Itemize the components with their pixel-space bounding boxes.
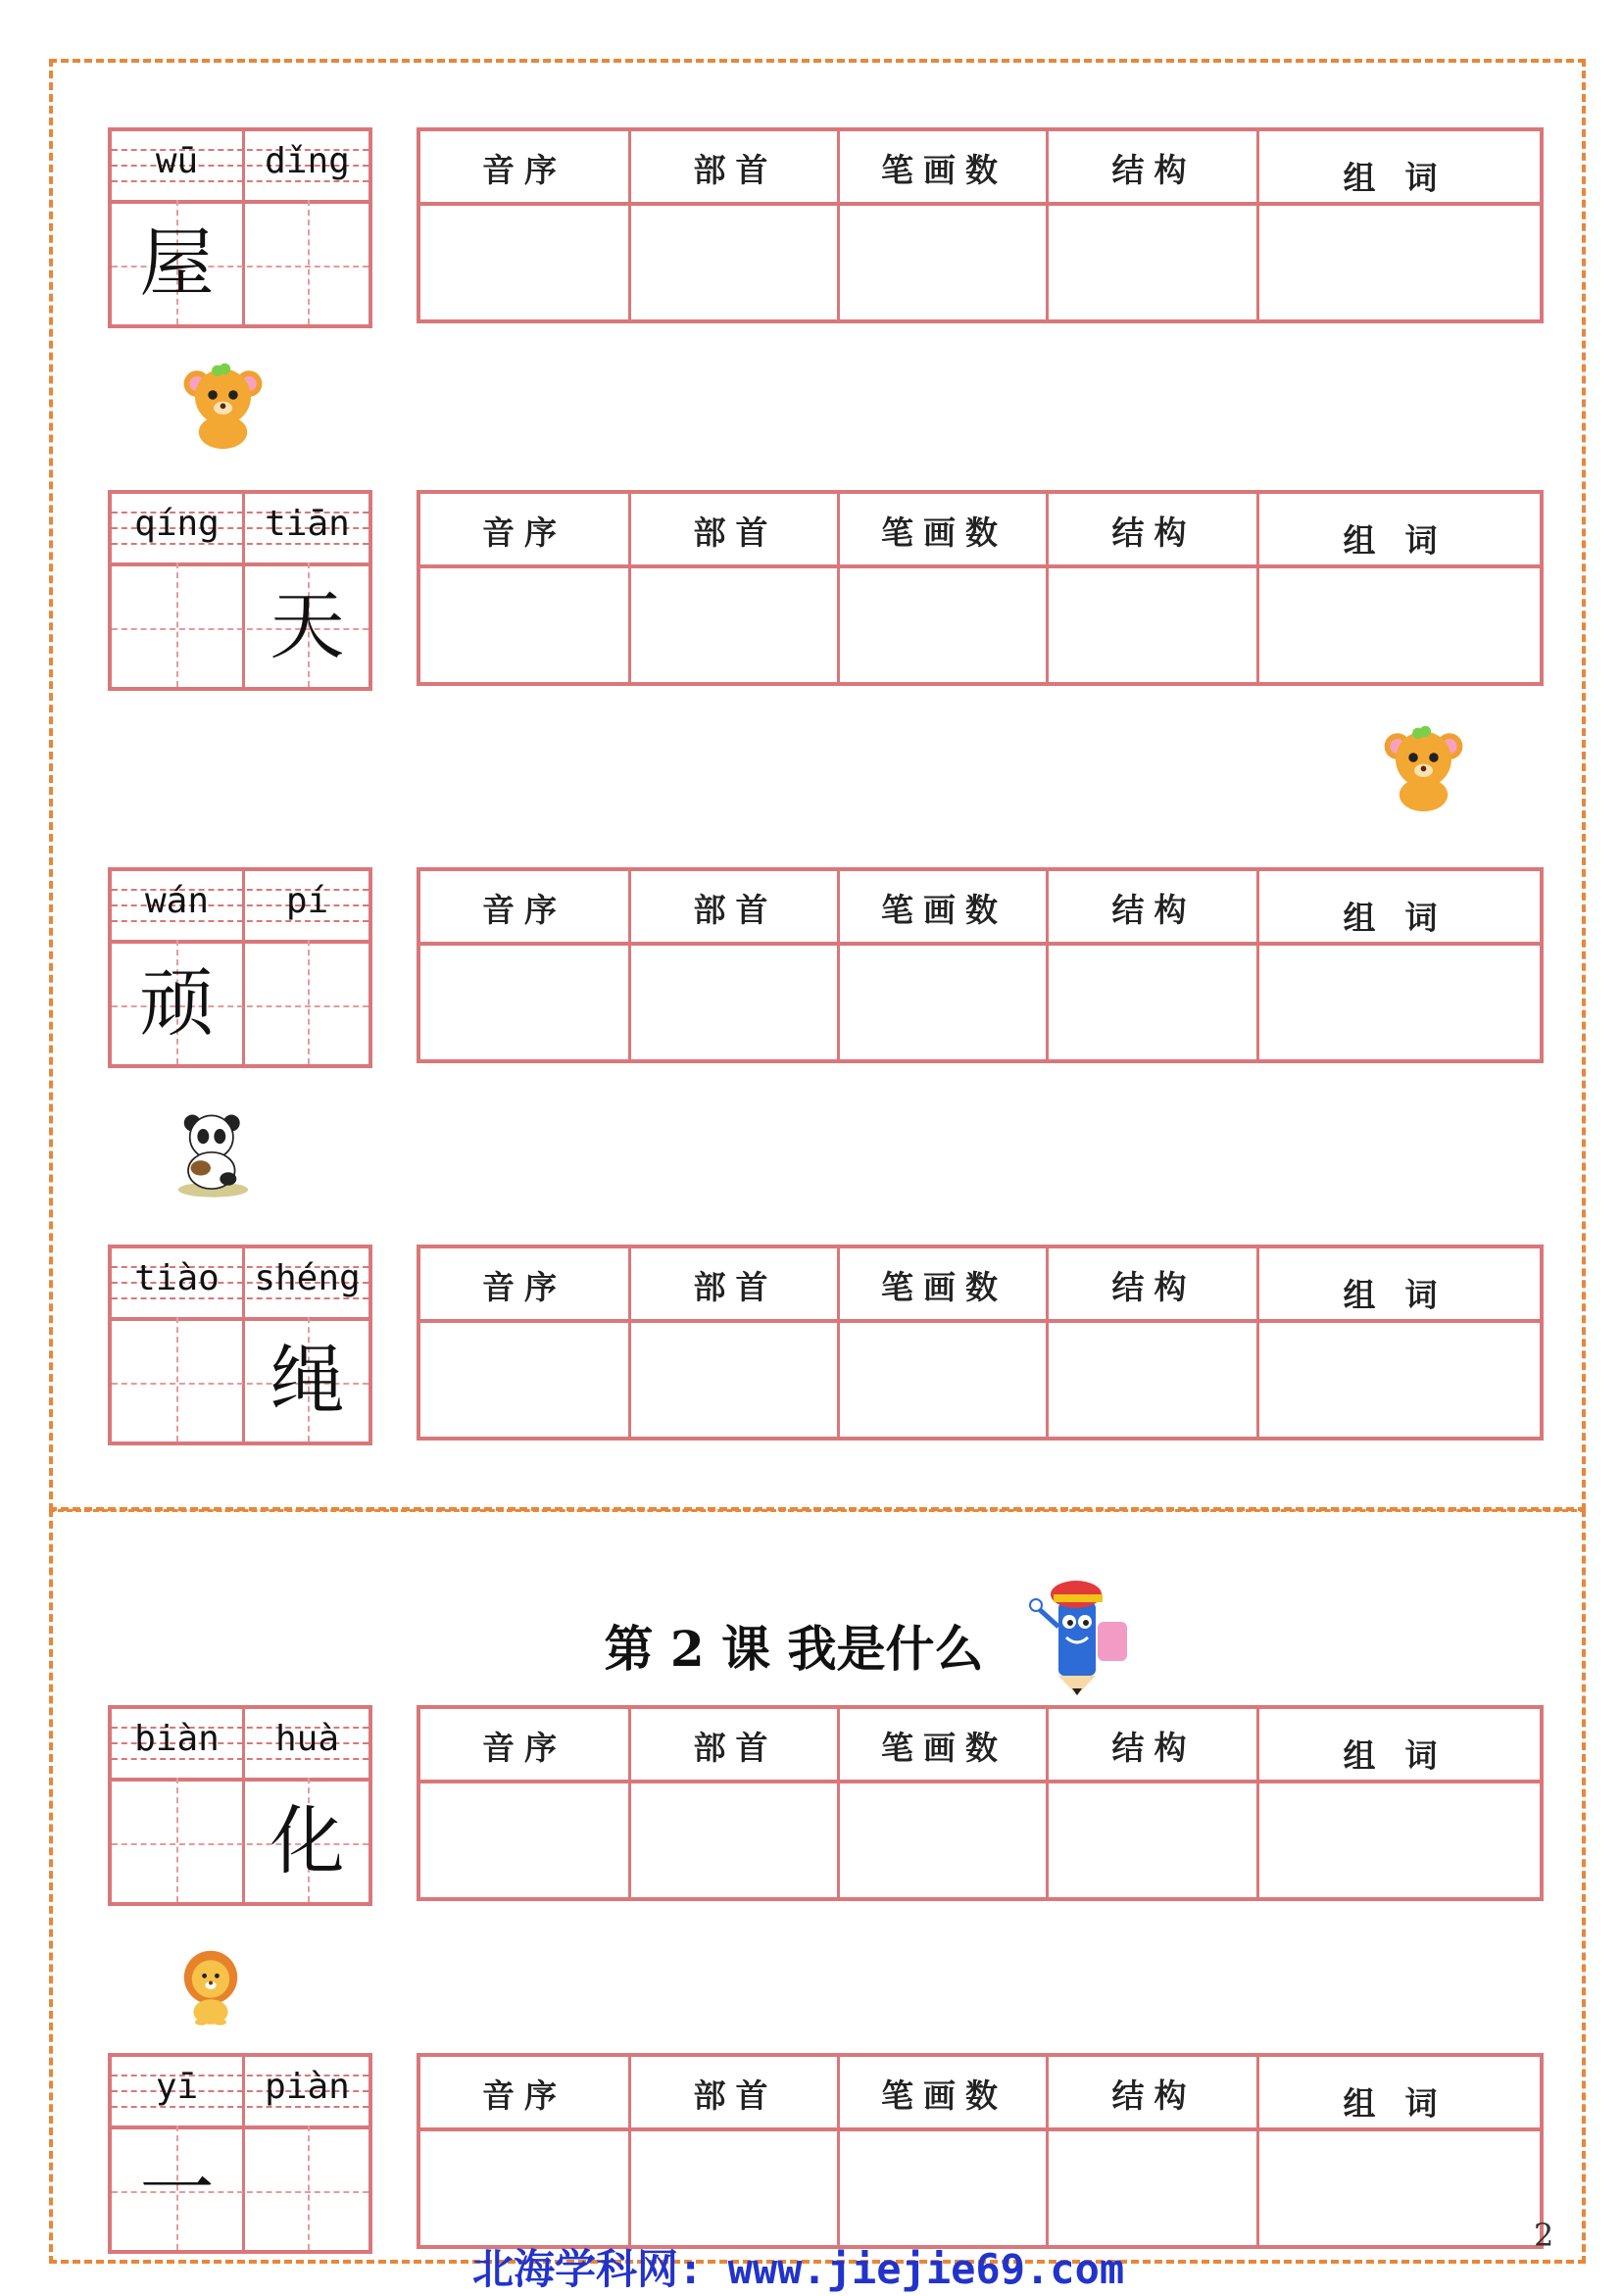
column-header: 结构 [1111,2076,1197,2115]
pinyin-syllable: yī [155,2067,199,2107]
column-header: 组词 [1343,521,1467,560]
table-column [628,131,840,319]
column-header: 部首 [693,1729,778,1767]
character-entry [108,1245,1544,1445]
column-header: 结构 [1111,1729,1197,1767]
table-column [628,494,840,682]
tianzige-box [108,490,372,691]
pinyin-syllable: pí [285,881,329,921]
bear-icon [1377,720,1470,813]
tianzige-box [108,1705,372,1906]
table-column [1046,871,1259,1059]
character-entry [108,127,1544,328]
answer-cell[interactable] [1259,946,1550,1059]
answer-cell[interactable] [840,206,1049,319]
column-header: 音序 [482,1729,566,1767]
column-header: 组词 [1343,2084,1467,2123]
hanzi-character: 天 [270,582,345,669]
character-entry [108,2053,1544,2254]
table-column [1046,2057,1259,2245]
column-header: 部首 [693,513,778,552]
hanzi-character: 顽 [139,959,215,1047]
answer-cell[interactable] [631,206,840,319]
table-column [1256,2057,1550,2245]
column-header: 组词 [1343,1276,1467,1314]
answer-cell[interactable] [840,1783,1049,1897]
pinyin-syllable: wán [144,881,210,921]
answer-cell[interactable] [420,946,628,1059]
table-column [420,871,628,1059]
hanzi-character: 屋 [139,220,215,307]
answer-cell[interactable] [420,568,628,682]
table-column [628,871,840,1059]
answer-cell[interactable] [1259,1783,1550,1897]
column-header: 音序 [482,2076,566,2115]
answer-cell[interactable] [840,568,1049,682]
column-header: 音序 [482,891,566,929]
character-entry [108,1705,1544,1906]
table-column [837,131,1049,319]
answer-cell[interactable] [1259,206,1550,319]
pinyin-syllable: shéng [254,1258,361,1298]
column-header: 组词 [1343,1736,1467,1775]
table-column [837,494,1049,682]
answer-cell[interactable] [1049,568,1259,682]
table-column [1256,871,1550,1059]
answer-cell[interactable] [1049,1323,1259,1437]
column-header: 音序 [482,513,566,552]
answer-cell[interactable] [631,946,840,1059]
answer-cell[interactable] [1259,568,1550,682]
column-header: 笔画数 [881,513,1007,552]
table-column [1046,131,1259,319]
answer-cell[interactable] [420,206,628,319]
column-header: 笔画数 [881,1729,1007,1767]
pinyin-syllable: huà [274,1719,340,1759]
character-entry [108,490,1544,691]
table-column [420,131,628,319]
tianzige-box [108,867,372,1068]
tianzige-box [108,127,372,328]
pinyin-syllable: biàn [134,1719,220,1759]
table-column [420,494,628,682]
analysis-table [417,867,1544,1063]
column-header: 音序 [482,1268,566,1306]
panda-icon [172,1107,255,1200]
table-column [1046,1248,1259,1437]
hanzi-character: 一 [139,2145,215,2232]
answer-cell[interactable] [631,2131,840,2245]
answer-cell[interactable] [631,1323,840,1437]
table-column [420,1709,628,1897]
answer-cell[interactable] [631,568,840,682]
analysis-table [417,1705,1544,1901]
table-column [628,1709,840,1897]
table-column [837,1709,1049,1897]
column-header: 部首 [693,1268,778,1306]
pencil-mascot-icon [1029,1573,1147,1695]
column-header: 组词 [1343,899,1467,937]
footer-website: 北海学科网: www.jiejie69.com [472,2245,1125,2293]
lesson-title: 第 2 课 我是什么 [604,1620,984,1678]
pinyin-syllable: tiān [265,504,350,544]
column-header: 组词 [1343,159,1467,197]
column-header: 结构 [1111,513,1197,552]
analysis-table [417,1245,1544,1441]
analysis-table [417,127,1544,323]
table-column [420,1248,628,1437]
answer-cell[interactable] [1259,2131,1550,2245]
column-header: 笔画数 [881,891,1007,929]
page-number: 2 [1534,2217,1554,2254]
answer-cell[interactable] [1259,1323,1550,1437]
column-header: 部首 [693,2076,778,2115]
tianzige-box [108,2053,372,2254]
table-column [1256,131,1550,319]
table-column [1256,1709,1550,1897]
pinyin-syllable: dǐng [265,141,350,181]
answer-cell[interactable] [631,1783,840,1897]
column-header: 音序 [482,151,566,189]
column-header: 结构 [1111,151,1197,189]
column-header: 部首 [693,891,778,929]
column-header: 部首 [693,151,778,189]
lion-icon [172,1945,250,2028]
hanzi-character: 化 [270,1797,345,1884]
table-column [837,871,1049,1059]
analysis-table [417,2053,1544,2249]
pinyin-syllable: wū [155,141,199,181]
column-header: 结构 [1111,1268,1197,1306]
column-header: 结构 [1111,891,1197,929]
table-column [420,2057,628,2245]
pinyin-syllable: tiào [134,1258,220,1298]
column-header: 笔画数 [881,1268,1007,1306]
answer-cell[interactable] [840,946,1049,1059]
table-column [628,2057,840,2245]
answer-cell[interactable] [420,1783,628,1897]
answer-cell[interactable] [840,2131,1049,2245]
table-column [837,2057,1049,2245]
pinyin-syllable: piàn [265,2067,350,2107]
analysis-table [417,490,1544,686]
answer-cell[interactable] [840,1323,1049,1437]
table-column [1046,1709,1259,1897]
answer-cell[interactable] [1049,2131,1259,2245]
hanzi-character: 绳 [270,1337,345,1424]
pinyin-syllable: qíng [134,504,220,544]
table-column [1046,494,1259,682]
answer-cell[interactable] [1049,206,1259,319]
table-column [628,1248,840,1437]
table-column [1256,1248,1550,1437]
answer-cell[interactable] [420,1323,628,1437]
tianzige-box [108,1245,372,1445]
answer-cell[interactable] [420,2131,628,2245]
character-entry [108,867,1544,1068]
table-column [837,1248,1049,1437]
answer-cell[interactable] [1049,946,1259,1059]
column-header: 笔画数 [881,2076,1007,2115]
bear-icon [176,358,270,451]
answer-cell[interactable] [1049,1783,1259,1897]
column-header: 笔画数 [881,151,1007,189]
table-column [1256,494,1550,682]
